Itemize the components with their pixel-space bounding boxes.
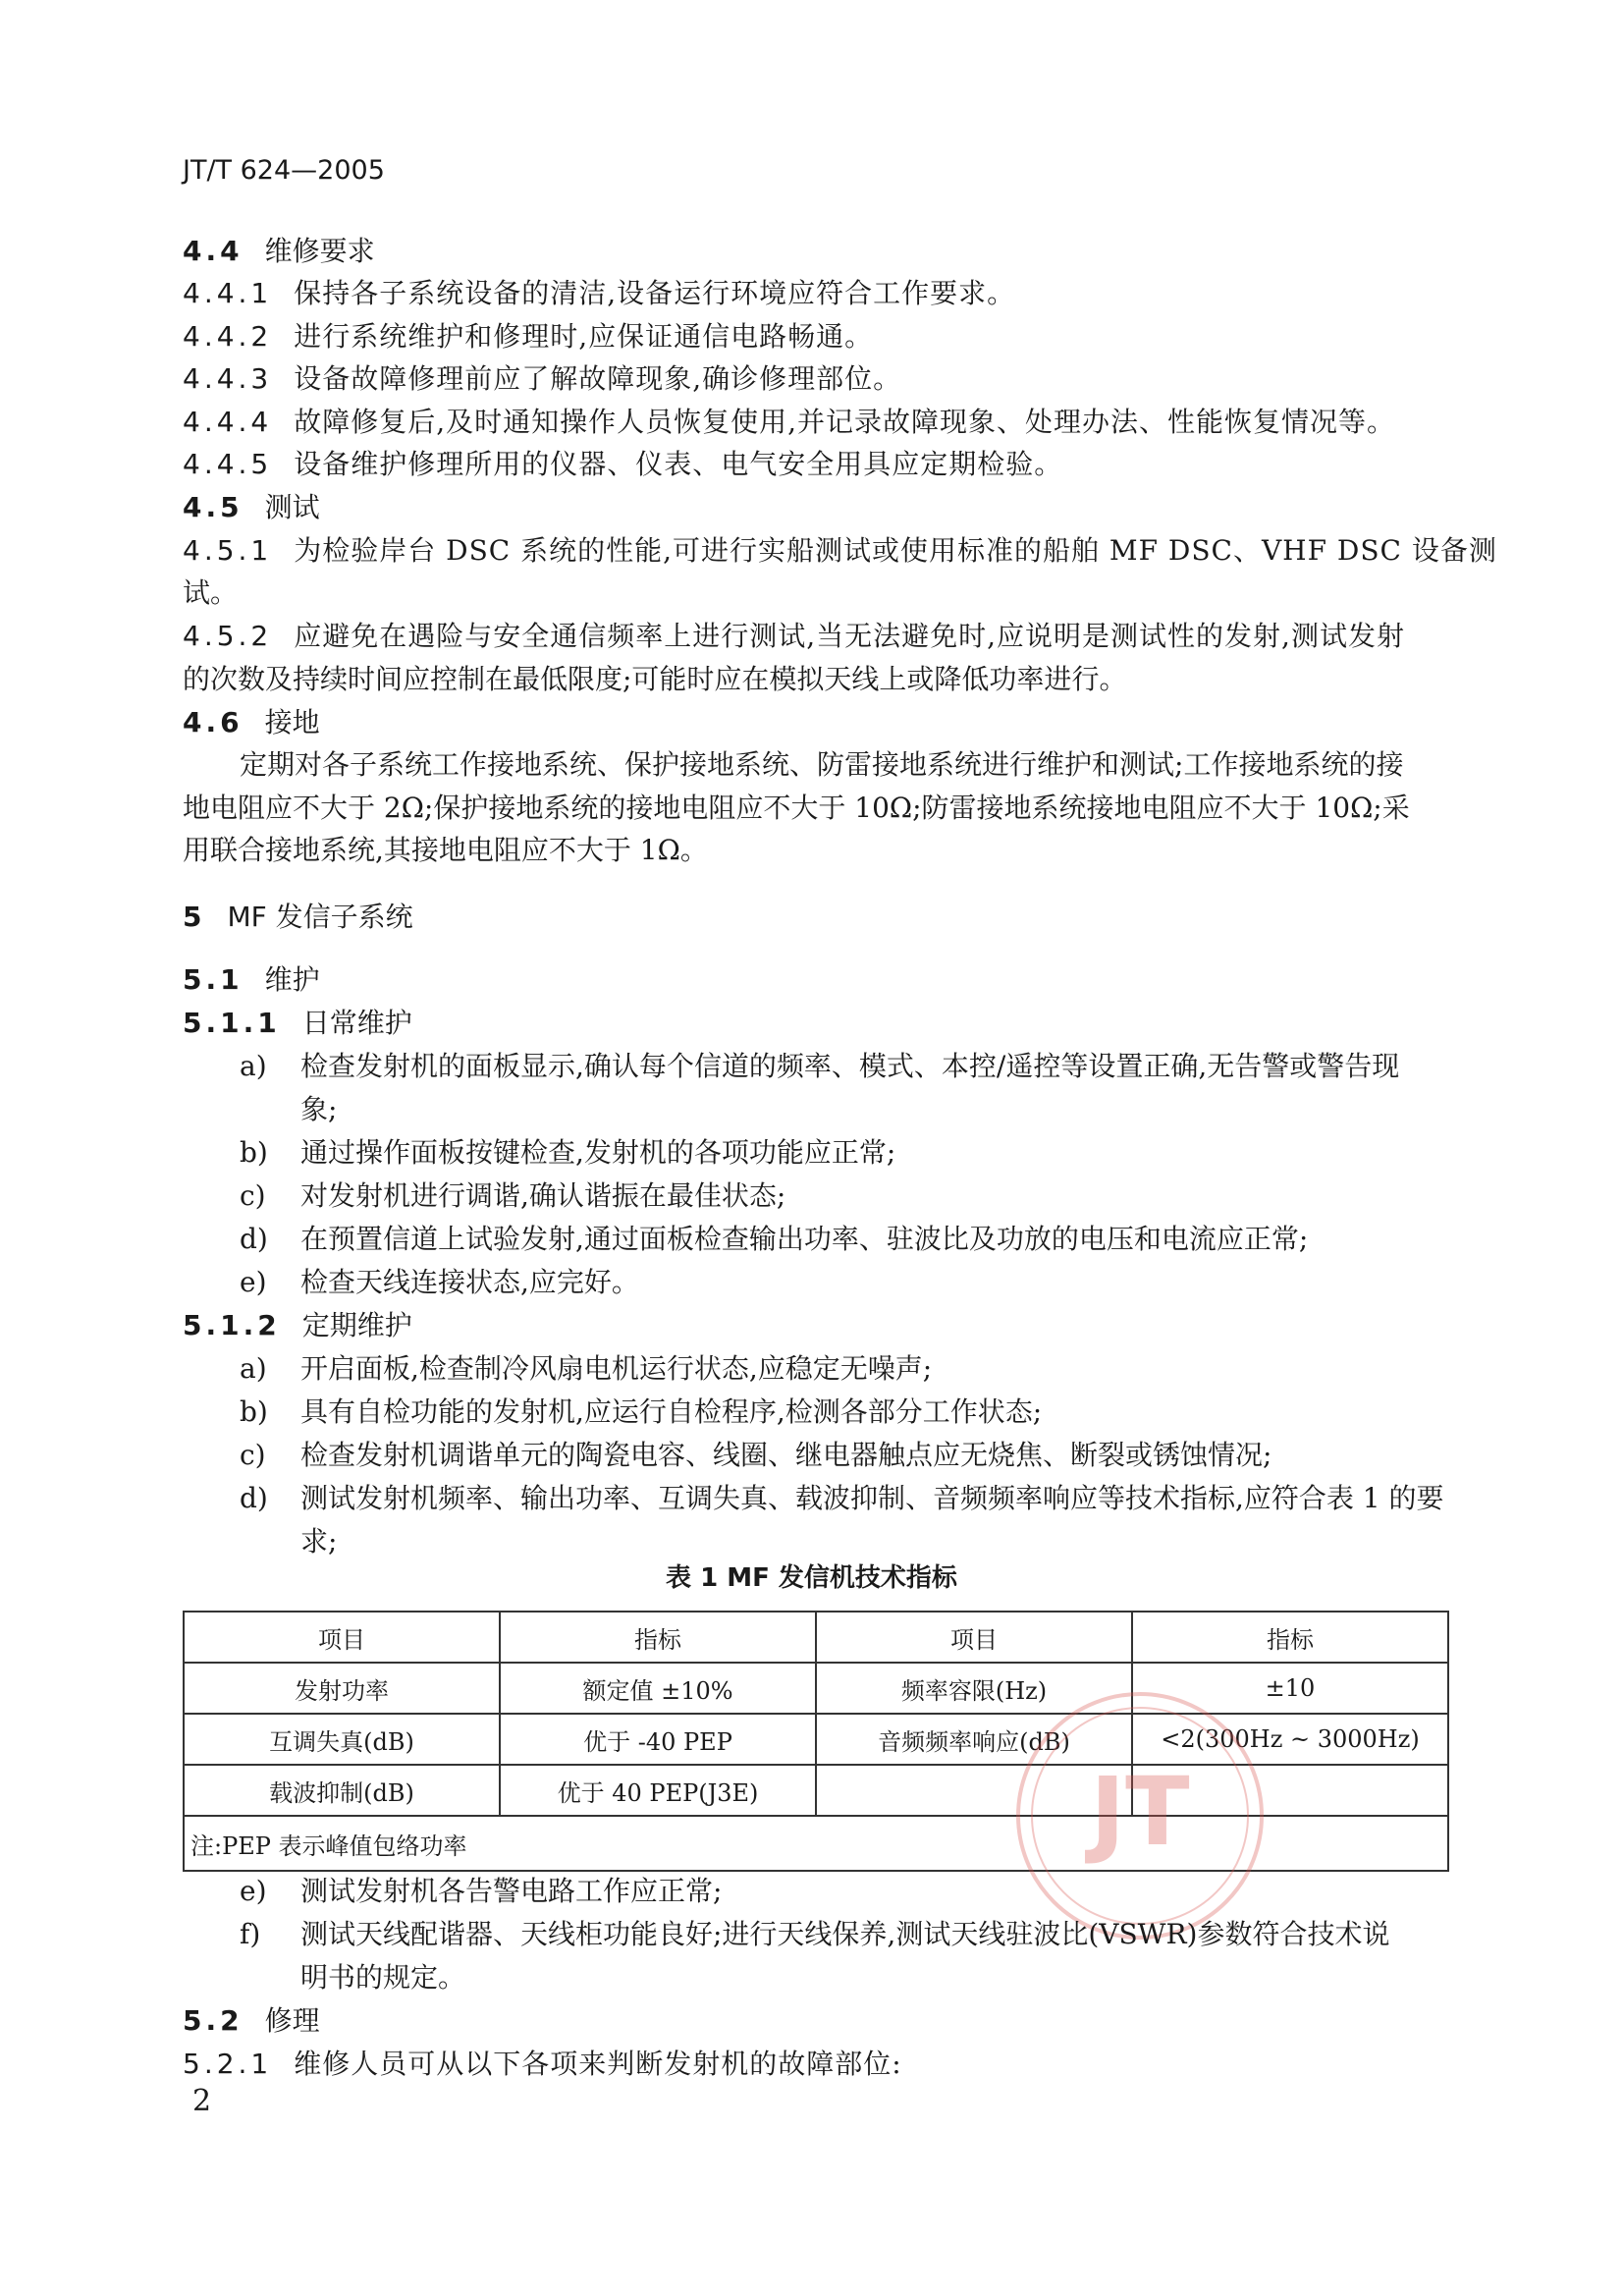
section-5-1-2-heading xyxy=(183,1306,412,1345)
table-header-cell: 指标 xyxy=(500,1612,816,1663)
list-text: 通过操作面板按键检查,发射机的各项功能应正常; xyxy=(300,1136,896,1169)
section-title: 维修要求 xyxy=(264,235,375,267)
list-text: 具有自检功能的发射机,应运行自检程序,检测各部分工作状态; xyxy=(300,1395,1043,1428)
clause-4-5-1-cont: 试。 xyxy=(183,576,239,609)
list-label: a) xyxy=(240,1050,267,1082)
chapter-title: MF 发信子系统 xyxy=(227,901,413,933)
clause-number: 4.4.4 xyxy=(183,406,273,438)
clause-number: 4.4.1 xyxy=(183,277,273,309)
list-item xyxy=(240,1872,722,1911)
list-item xyxy=(240,1176,785,1216)
list-text: 测试天线配谐器、天线柜功能良好;进行天线保养,测试天线驻波比(VSWR)参数符合技术说 xyxy=(300,1918,1390,1950)
section-number: 5.1.1 xyxy=(183,1007,281,1039)
list-label: a) xyxy=(240,1352,267,1385)
section-number: 4.5 xyxy=(183,491,243,523)
list-item xyxy=(240,1393,1042,1432)
table-cell: 优于 -40 PEP xyxy=(500,1714,816,1765)
clause-text: 设备维护修理所用的仪器、仪表、电气安全用具应定期检验。 xyxy=(294,448,1063,480)
clause-4-4-4 xyxy=(183,403,1395,442)
section-number: 5.2 xyxy=(183,2004,243,2037)
section-5-1-1-heading xyxy=(183,1004,412,1043)
list-item-cont: 求; xyxy=(300,1525,338,1558)
section-number: 4.6 xyxy=(183,706,243,738)
clause-4-5-2-cont: 的次数及持续时间应控制在最低限度;可能时应在模拟天线上或降低功率进行。 xyxy=(183,663,1127,695)
section-title: 接地 xyxy=(264,706,320,738)
list-item xyxy=(240,1263,639,1302)
list-text: 在预置信道上试验发射,通过面板检查输出功率、驻波比及功放的电压和电流应正常; xyxy=(300,1223,1309,1255)
table-cell: ±10 xyxy=(1132,1663,1448,1714)
clause-4-5-1 xyxy=(183,531,1497,571)
grounding-paragraph-line-2: 地电阻应不大于 2Ω;保护接地系统的接地电阻应不大于 10Ω;防雷接地系统接地电阻应不大于 10Ω;采 xyxy=(183,792,1410,824)
grounding-paragraph-line-3: 用联合接地系统,其接地电阻应不大于 1Ω。 xyxy=(183,834,708,866)
clause-4-4-1 xyxy=(183,274,1015,313)
clause-text: 维修人员可从以下各项来判断发射机的故障部位: xyxy=(294,2048,902,2080)
clause-4-4-5 xyxy=(183,445,1062,484)
list-label: b) xyxy=(240,1136,268,1169)
page-number: 2 xyxy=(192,2084,212,2118)
table-cell: 优于 40 PEP(J3E) xyxy=(500,1765,816,1816)
list-label: f) xyxy=(240,1918,261,1950)
section-4-4-heading xyxy=(183,232,375,271)
clause-text: 应避免在遇险与安全通信频率上进行测试,当无法避免时,应说明是测试性的发射,测试发射 xyxy=(294,620,1405,652)
table-cell: 载波抑制(dB) xyxy=(184,1765,500,1816)
clause-5-2-1 xyxy=(183,2045,902,2084)
clause-text: 保持各子系统设备的清洁,设备运行环境应符合工作要求。 xyxy=(294,277,1016,309)
list-item xyxy=(240,1220,1308,1259)
section-5-2-heading xyxy=(183,2001,320,2041)
clause-number: 4.5.1 xyxy=(183,534,273,567)
list-item xyxy=(240,1479,1444,1518)
table-header-row xyxy=(184,1612,1448,1663)
table-cell: 发射功率 xyxy=(184,1663,500,1714)
table-header-cell: 指标 xyxy=(1132,1612,1448,1663)
clause-number: 5.2.1 xyxy=(183,2048,273,2080)
clause-text: 为检验岸台 DSC 系统的性能,可进行实船测试或使用标准的船舶 MF DSC、VHF DSC 设备测 xyxy=(294,534,1497,567)
list-text: 测试发射机频率、输出功率、互调失真、载波抑制、音频频率响应等技术指标,应符合表 1 的要 xyxy=(300,1482,1444,1514)
section-5-1-heading xyxy=(183,960,320,1000)
clause-number: 4.5.2 xyxy=(183,620,273,652)
table-note: 注:PEP 表示峰值包络功率 xyxy=(184,1816,1448,1871)
list-item xyxy=(240,1047,1399,1086)
clause-text: 进行系统维护和修理时,应保证通信电路畅通。 xyxy=(294,320,874,353)
list-item xyxy=(240,1349,932,1389)
clause-number: 4.4.2 xyxy=(183,320,273,353)
section-4-6-heading xyxy=(183,703,320,742)
clause-text: 故障修复后,及时通知操作人员恢复使用,并记录故障现象、处理办法、性能恢复情况等。 xyxy=(294,406,1396,438)
table-cell: <2(300Hz ~ 3000Hz) xyxy=(1132,1714,1448,1765)
list-text: 开启面板,检查制冷风扇电机运行状态,应稳定无噪声; xyxy=(300,1352,933,1385)
doc-code-header: JT/T 624—2005 xyxy=(183,155,385,186)
list-label: e) xyxy=(240,1266,267,1298)
list-label: c) xyxy=(240,1439,266,1471)
clause-number: 4.4.3 xyxy=(183,362,273,395)
list-text: 检查天线连接状态,应完好。 xyxy=(300,1266,639,1298)
section-title: 维护 xyxy=(264,963,320,996)
clause-text: 设备故障修理前应了解故障现象,确诊修理部位。 xyxy=(294,362,902,395)
list-label: d) xyxy=(240,1223,268,1255)
list-text: 检查发射机调谐单元的陶瓷电容、线圈、继电器触点应无烧焦、断裂或锈蚀情况; xyxy=(300,1439,1272,1471)
list-label: b) xyxy=(240,1395,268,1428)
clause-4-5-2 xyxy=(183,617,1405,656)
list-item xyxy=(240,1133,895,1173)
list-item-cont: 明书的规定。 xyxy=(300,1961,466,1994)
grounding-paragraph-line-1: 定期对各子系统工作接地系统、保护接地系统、防雷接地系统进行维护和测试;工作接地系统的接 xyxy=(240,748,1404,781)
section-title: 修理 xyxy=(264,2004,320,2037)
list-label: d) xyxy=(240,1482,268,1514)
section-number: 5.1 xyxy=(183,963,243,996)
list-item xyxy=(240,1436,1271,1475)
list-label: c) xyxy=(240,1179,266,1212)
section-title: 测试 xyxy=(264,491,320,523)
section-title: 日常维护 xyxy=(301,1007,412,1039)
clause-4-4-2 xyxy=(183,317,873,356)
clause-number: 4.4.5 xyxy=(183,448,273,480)
table-cell: 频率容限(Hz) xyxy=(816,1663,1132,1714)
stamp-text: JT xyxy=(1090,1757,1190,1867)
list-item xyxy=(240,1915,1389,1954)
table-cell: 互调失真(dB) xyxy=(184,1714,500,1765)
list-text: 测试发射机各告警电路工作应正常; xyxy=(300,1875,723,1907)
chapter-5-heading xyxy=(183,898,413,937)
section-number: 5.1.2 xyxy=(183,1309,281,1341)
table-caption: 表 1 MF 发信机技术指标 xyxy=(666,1563,957,1593)
section-4-5-heading xyxy=(183,488,320,527)
list-text: 对发射机进行调谐,确认谐振在最佳状态; xyxy=(300,1179,786,1212)
section-title: 定期维护 xyxy=(301,1309,412,1341)
chapter-number: 5 xyxy=(183,901,206,933)
clause-4-4-3 xyxy=(183,359,901,399)
table-header-cell: 项目 xyxy=(184,1612,500,1663)
table-header-cell: 项目 xyxy=(816,1612,1132,1663)
jt-stamp-watermark xyxy=(1011,1687,1269,1944)
list-item-cont: 象; xyxy=(300,1093,338,1125)
table-cell: 音频频率响应(dB) xyxy=(816,1714,1132,1765)
list-text: 检查发射机的面板显示,确认每个信道的频率、模式、本控/遥控等设置正确,无告警或警告现 xyxy=(300,1050,1400,1082)
list-label: e) xyxy=(240,1875,267,1907)
section-number: 4.4 xyxy=(183,235,243,267)
table-cell: 额定值 ±10% xyxy=(500,1663,816,1714)
